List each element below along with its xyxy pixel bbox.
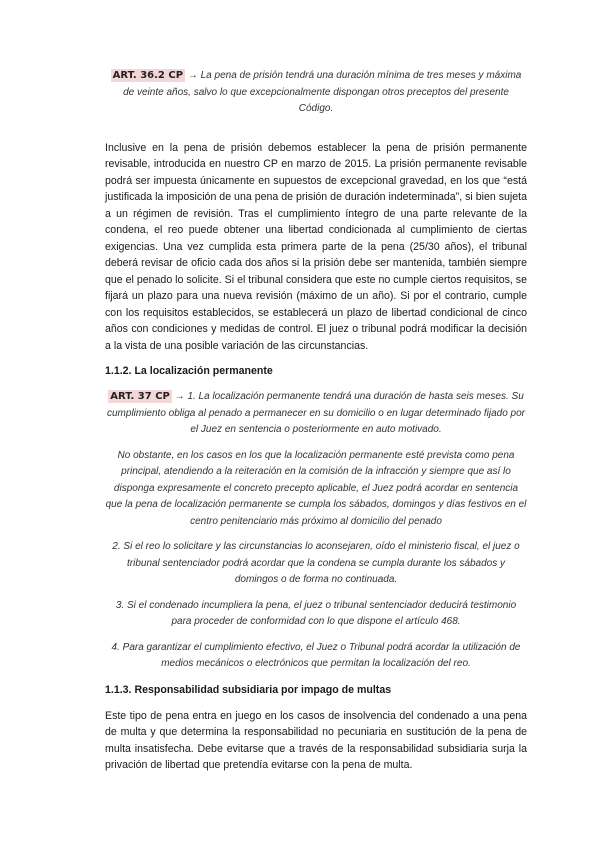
arrow-icon: →: [187, 70, 198, 81]
section-heading: 1.1.3. Responsabilidad subsidiaria por impago de multas: [105, 683, 392, 696]
quote-paragraph: 3. Si el condenado incumpliera la pena, el juez o tribunal sentenciador deducirá testimonio para proceder de conformidad con lo que dispone el artículo 468.: [115, 599, 517, 627]
quote-text: La pena de prisión tendrá una duración mínima de tres meses y máxima de veinte años, salvo lo que excepcionalmente dispongan otros preceptos del presente Código.: [123, 70, 522, 114]
body-paragraph: Este tipo de pena entra en juego en los casos de insolvencia del condenado a una pena de multa y que determina la responsabilidad no pecuniaria en sustitución de la pena de multa insatisfecha. Debe evitarse que a través de la responsabilidad subsidiaria surja la privación de libertad que pretendía evitarse con la pena de multa.: [105, 709, 527, 771]
quote-paragraph: 2. Si el reo lo solicitare y las circunstancias lo aconsejaren, oído el ministerio fiscal, el juez o tribunal sentenciador podrá acordar que la condena se cumpla durante los sábados y domingos o de forma no continuada.: [112, 541, 520, 585]
article-tag: ART. 36.2 CP: [112, 70, 184, 81]
quote-paragraph: No obstante, en los casos en los que la localización permanente esté prevista como pena principal, atendiendo a la reiteración en la comisión de la infracción y siempre que así lo disponga expresamente el concreto precepto aplicable, el Juez podrá acordar en sentencia que la pena de localización permanente se cumpla los sábados, domingos y días festivos en el centro penitenciario más próximo al domicilio del penado: [105, 449, 527, 527]
section-heading: 1.1.2. La localización permanente: [105, 365, 273, 377]
article-37-quote: [105, 389, 527, 439]
body-paragraph: Inclusive en la pena de prisión debemos establecer la pena de prisión permanente revisable, introducida en nuestro CP en marzo de 2015. La prisión permanente revisable podrá ser impuesta únicamente en supuestos de excepcional gravedad, en los que “está justificada la imposición de una pena de prisión de duración indeterminada”, si bien sujeta a un régimen de revisión. Tras el cumplimiento íntegro de una parte relevante de la condena, el reo puede obtener una libertad condicionada al cumplimiento de ciertas exigencias. Una vez cumplida esta primera parte de la pena (25/30 años), el tribunal deberá revisar de oficio cada dos años si la prisión debe ser mantenida, también siempre que el penado lo solicite. Si el tribunal considera que este no cumple ciertos requisitos, se fijará un plazo para una nueva revisión (máximo de un año). Si por el contrario, cumple con los requisitos establecidos, se establecerá un plazo de libertad condicional de cinco años con condiciones y medidas de control. El juez o tribunal podrá modificar la decisión a la vista de una posible variación de las circunstancias.: [105, 141, 527, 352]
article-36-2-quote: [105, 68, 527, 118]
quote-text: 1. La localización permanente tendrá una duración de hasta seis meses. Su cumplimiento obliga al penado a permanecer en su domicilio o en lugar determinado fijado por el Juez en sentencia o posteriormente en auto motivado.: [106, 391, 526, 435]
article-tag: ART. 37 CP: [110, 391, 170, 402]
document-page: [105, 68, 527, 783]
arrow-icon: →: [174, 391, 185, 402]
quote-paragraph: 4. Para garantizar el cumplimiento efectivo, el Juez o Tribunal podrá acordar la utilización de medios mecánicos o electrónicos que permitan la localización del reo.: [111, 641, 521, 669]
